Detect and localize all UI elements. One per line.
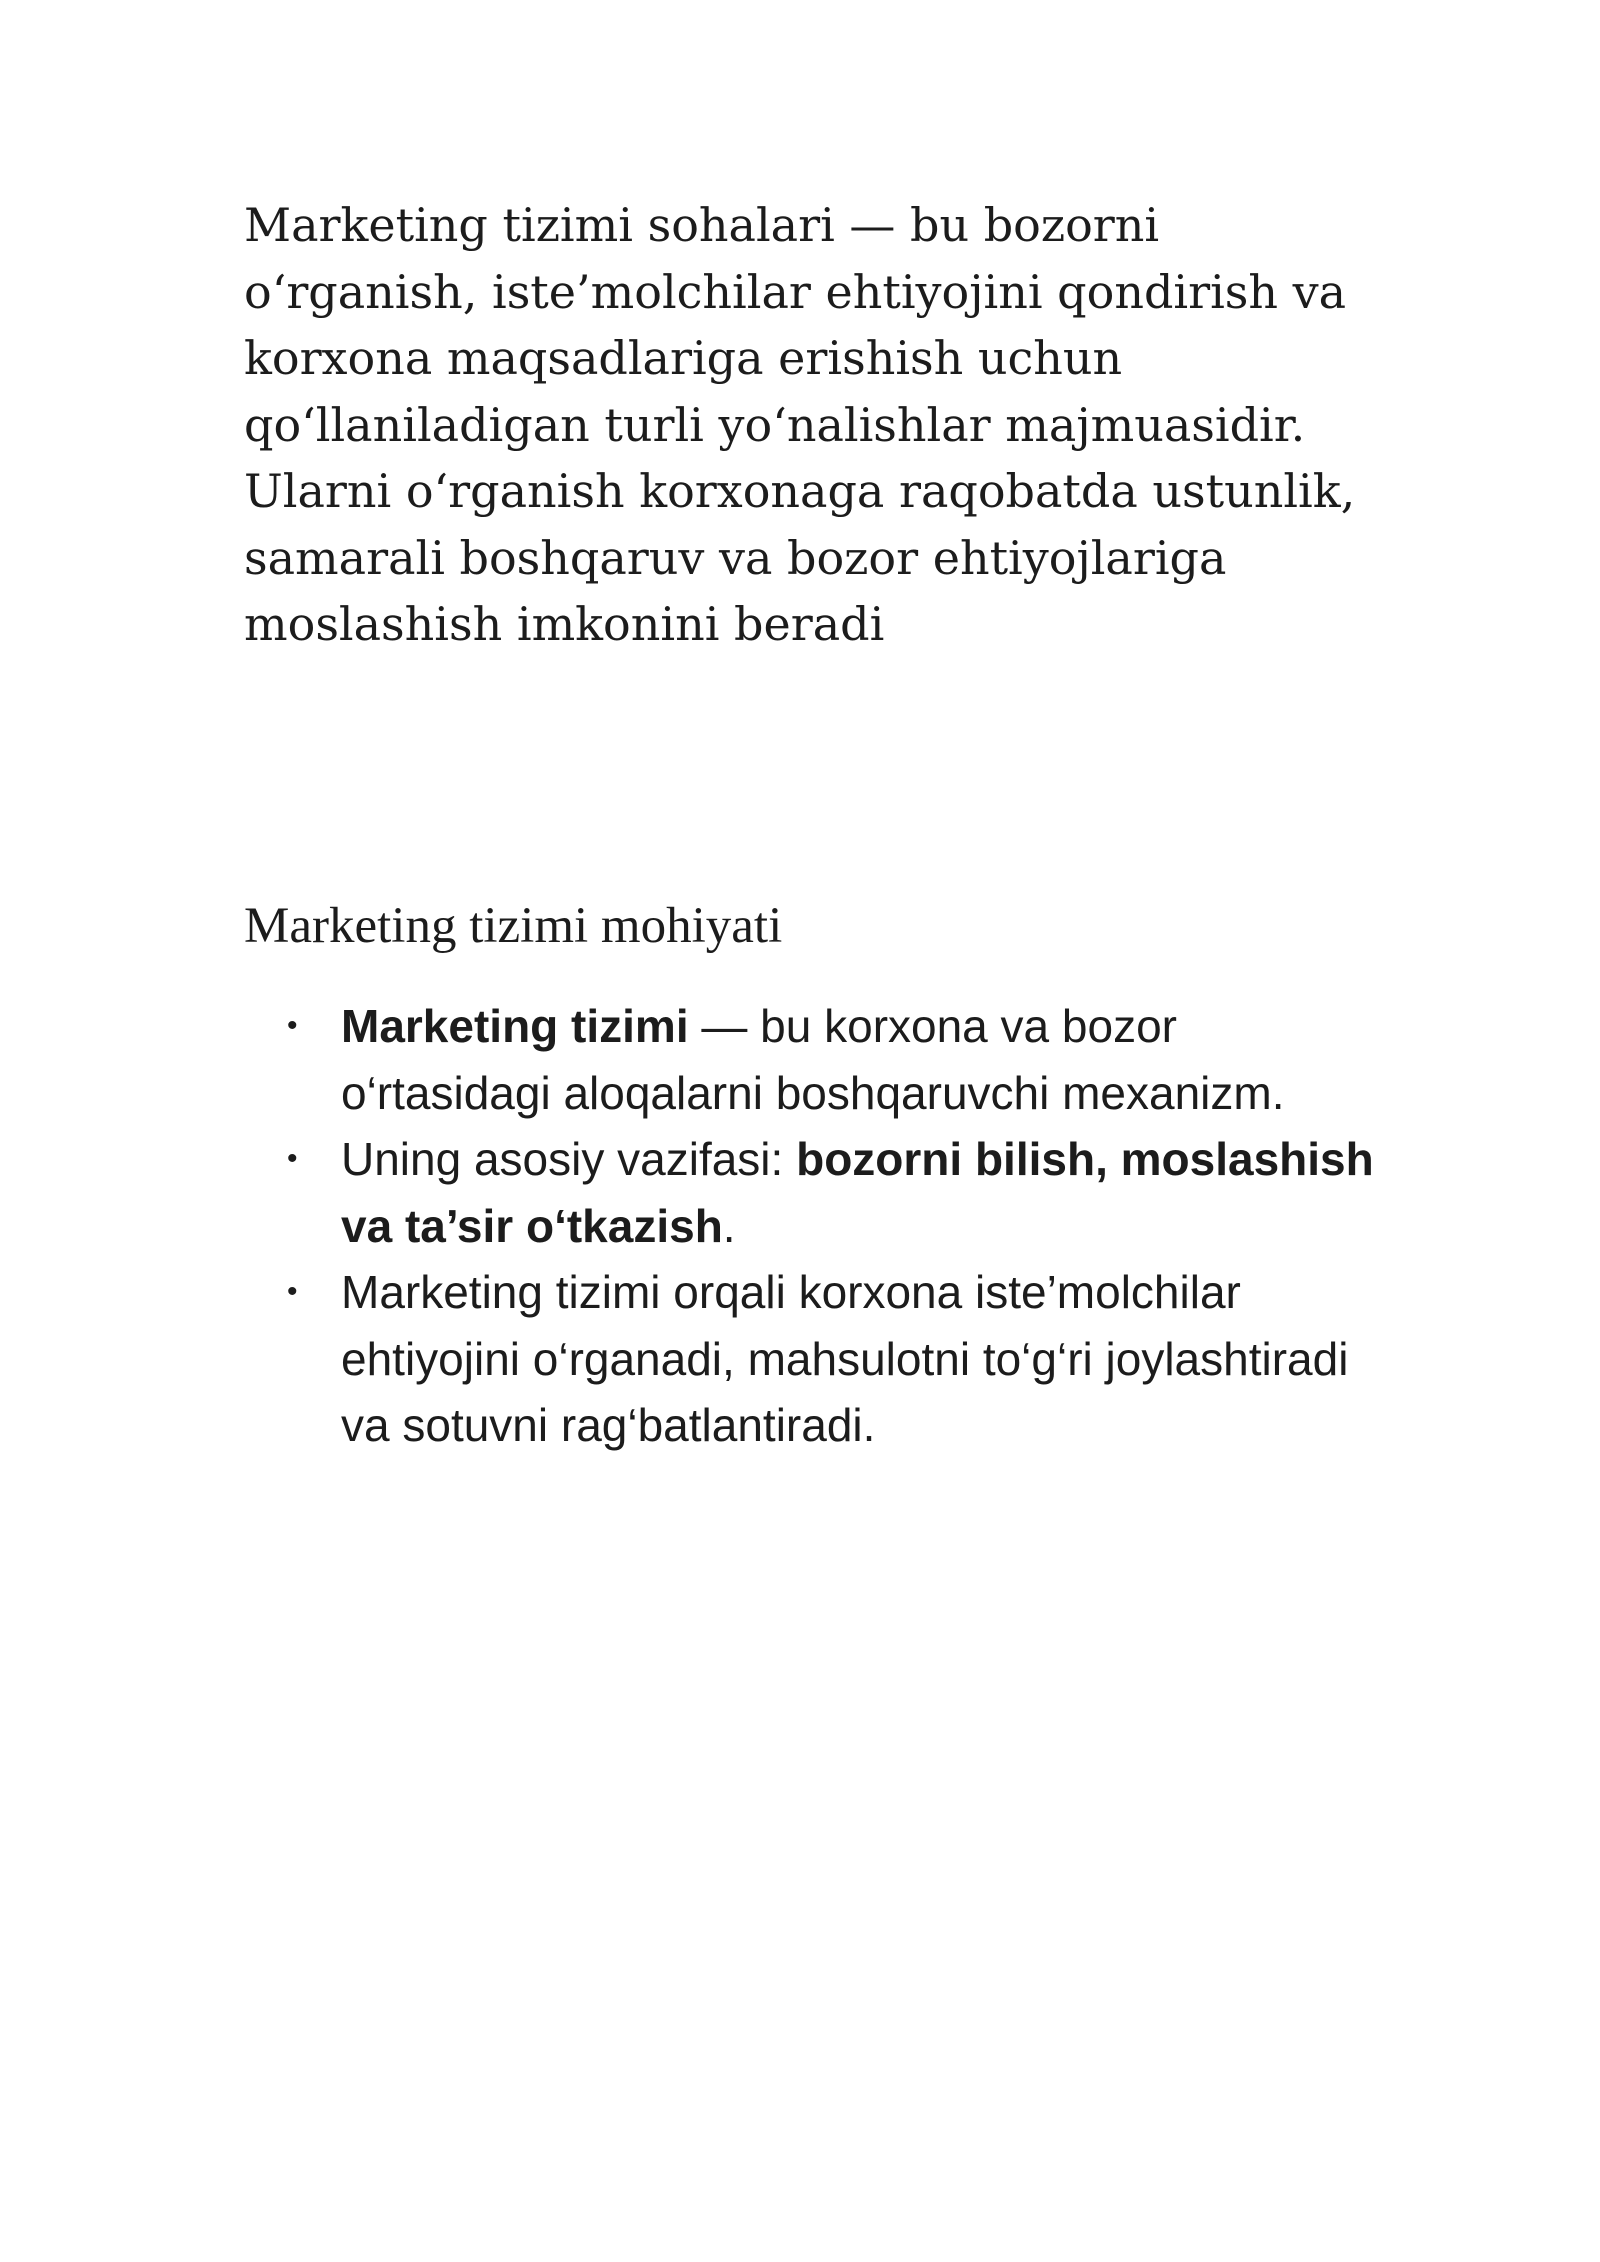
bullet-prefix: Uning asosiy vazifasi: xyxy=(341,1133,797,1185)
bullet-list xyxy=(244,993,1394,1459)
bullet-suffix: . xyxy=(722,1199,736,1252)
list-item xyxy=(244,993,1394,1126)
section-title: Marketing tizimi mohiyati xyxy=(244,898,783,954)
bullet-text: Marketing tizimi orqali korxona iste’molchilar ehtiyojini o‘rganadi, mahsulotni to‘g‘ri joylashtiradi va sotuvni rag‘batlantiradi. xyxy=(341,1266,1349,1451)
intro-paragraph: Marketing tizimi sohalari — bu bozorni o‘rganish, iste’molchilar ehtiyojini qondirish va korxona maqsadlariga erishish uchun qo‘llaniladigan turli yo‘nalishlar majmuasidir. Ularni o‘rganish korxonaga raqobatda ustunlik, samarali boshqaruv va bozor ehtiyojlariga moslashish imkonini beradi xyxy=(244,198,1356,651)
bullet-icon: • xyxy=(287,1142,298,1175)
bullet-bold-term: Marketing tizimi xyxy=(341,1000,689,1052)
list-item xyxy=(244,1259,1394,1459)
bullet-text: — bu korxona va bozor o‘rtasidagi aloqalarni boshqaruvchi mexanizm. xyxy=(341,1000,1285,1119)
bullet-icon: • xyxy=(287,1275,298,1308)
list-item xyxy=(244,1126,1394,1259)
bullet-icon: • xyxy=(287,1009,298,1042)
bullet-bold-term: bozorni bilish, moslashish va ta’sir o‘tkazish xyxy=(341,1133,1374,1252)
